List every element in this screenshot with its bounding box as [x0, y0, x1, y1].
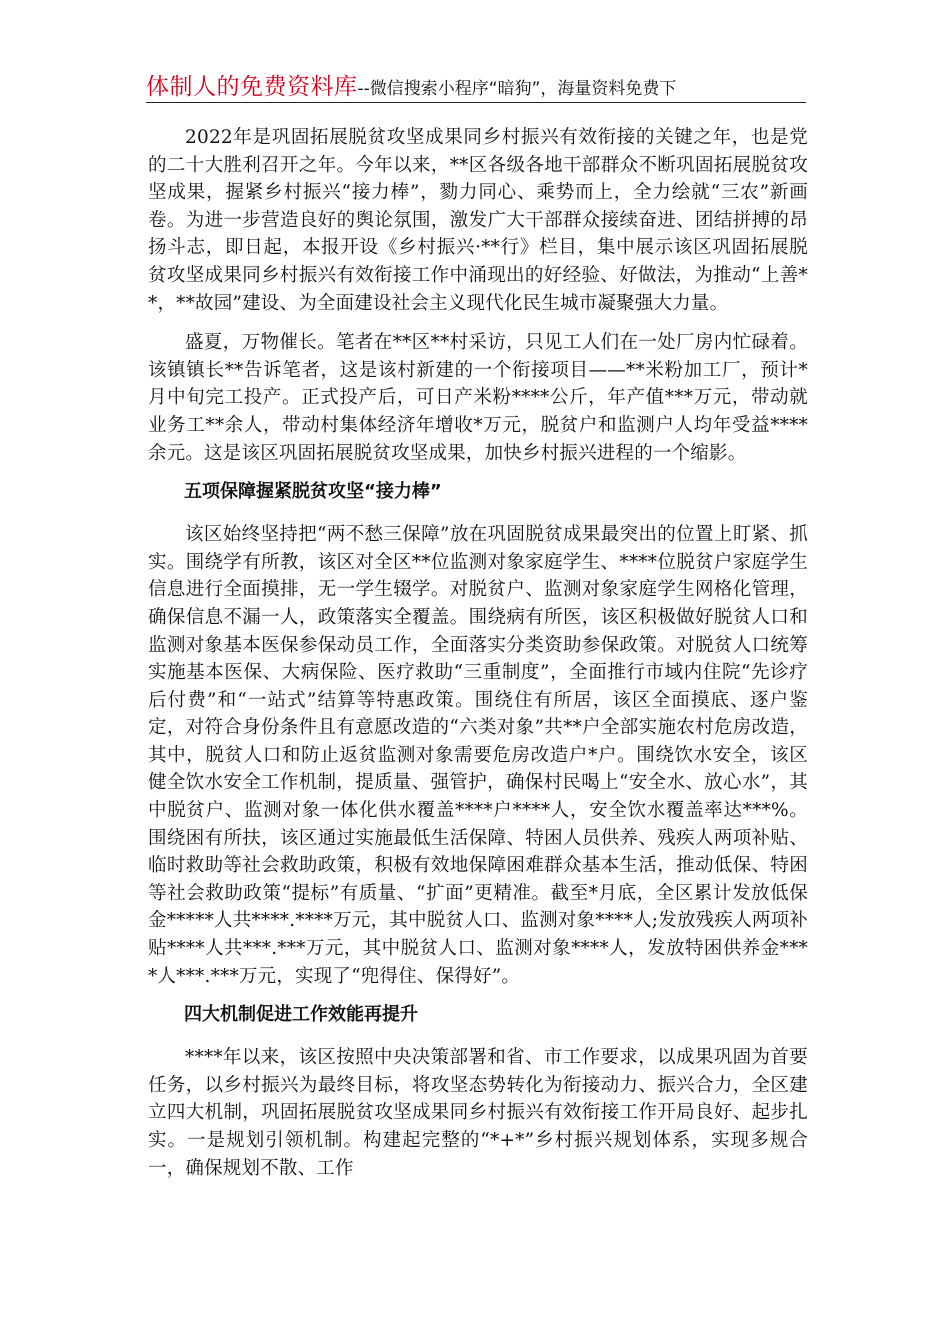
paragraph-scene: 盛夏，万物催长。笔者在**区**村采访，只见工人们在一处厂房内忙碌着。该镇镇长**告诉笔者，这是该村新建的一个衔接项目——**米粉加工厂，预计*月中旬完工投产。正式投产后，可日产米粉****公斤，年产值***万元，带动就业务工**余人，带动村集体经济年增收*万元，脱贫户和监测户人均年受益****余元。这是该区巩固拓展脱贫攻坚成果，加快乡村振兴进程的一个缩影。: [148, 332, 808, 464]
paragraph-guarantees: 该区始终坚持把“两不愁三保障”放在巩固脱贫成果最突出的位置上盯紧、抓实。围绕学有所教，该区对全区**位监测对象家庭学生、****位脱贫户家庭学生信息进行全面摸排，无一学生辍学。对脱贫户、监测对象家庭学生网格化管理，确保信息不漏一人，政策落实全覆盖。围绕病有所医，该区积极做好脱贫人口和监测对象基本医保参保动员工作，全面落实分类资助参保政策。对脱贫人口统筹实施基本医保、大病保险、医疗救助“三重制度”，全面推行市域内住院“先诊疗后付费”和“一站式”结算等特惠政策。围绕住有所居，该区全面摸底、逐户鉴定，对符合身份条件且有意愿改造的“六类对象”共**户全部实施农村危房改造，其中，脱贫人口和防止返贫监测对象需要危房改造户*户。围绕饮水安全，该区健全饮水安全工作机制，提质量、强管护，确保村民喝上“安全水、放心水”，其中脱贫户、监测对象一体化供水覆盖****户****人，安全饮水覆盖率达***%。围绕困有所扶，该区通过实施最低生活保障、特困人员供养、残疾人两项补贴、临时救助等社会救助政策，积极有效地保障困难群众基本生活，推动低保、特困等社会救助政策“提标”有质量、“扩面”更精准。截至*月底，全区累计发放低保金*****人共****.****万元，其中脱贫人口、监测对象****人;发放残疾人两项补贴****人共***.***万元，其中脱贫人口、监测对象****人，发放特困供养金****人***.***万元，实现了“兜得住、保得好”。: [148, 524, 808, 987]
article-body: [148, 124, 808, 1194]
header-subtitle: --微信搜索小程序“暗狗”，海量资料免费下: [357, 79, 677, 99]
section-heading-mechanisms: 四大机制促进工作效能再提升: [184, 1004, 418, 1026]
paragraph-intro: 2022年是巩固拓展脱贫攻坚成果同乡村振兴有效衔接的关键之年，也是党的二十大胜利召开之年。今年以来，**区各级各地干部群众不断巩固拓展脱贫攻坚成果，握紧乡村振兴“接力棒”，勠力同心、乘势而上，全力绘就“三农”新画卷。为进一步营造良好的舆论氛围，激发广大干部群众接续奋进、团结拼搏的昂扬斗志，即日起，本报开设《乡村振兴·**行》栏目，集中展示该区巩固拓展脱贫攻坚成果同乡村振兴有效衔接工作中涌现出的好经验、好做法，为推动“上善**，**故园”建设、为全面建设社会主义现代化民生城市凝聚强大力量。: [148, 127, 808, 314]
header-title: 体制人的免费资料库: [146, 74, 358, 100]
section-heading-guarantees: 五项保障握紧脱贫攻坚“接力棒”: [184, 481, 442, 503]
page-header: [146, 68, 806, 103]
paragraph-mechanisms: ****年以来，该区按照中央决策部署和省、市工作要求，以成果巩固为首要任务，以乡村振兴为最终目标，将攻坚态势转化为衔接动力、振兴合力，全区建立四大机制，巩固拓展脱贫攻坚成果同乡村振兴有效衔接工作开局良好、起步扎实。一是规划引领机制。构建起完整的“*+*”乡村振兴规划体系，实现多规合一，确保规划不散、工作: [148, 1047, 808, 1179]
